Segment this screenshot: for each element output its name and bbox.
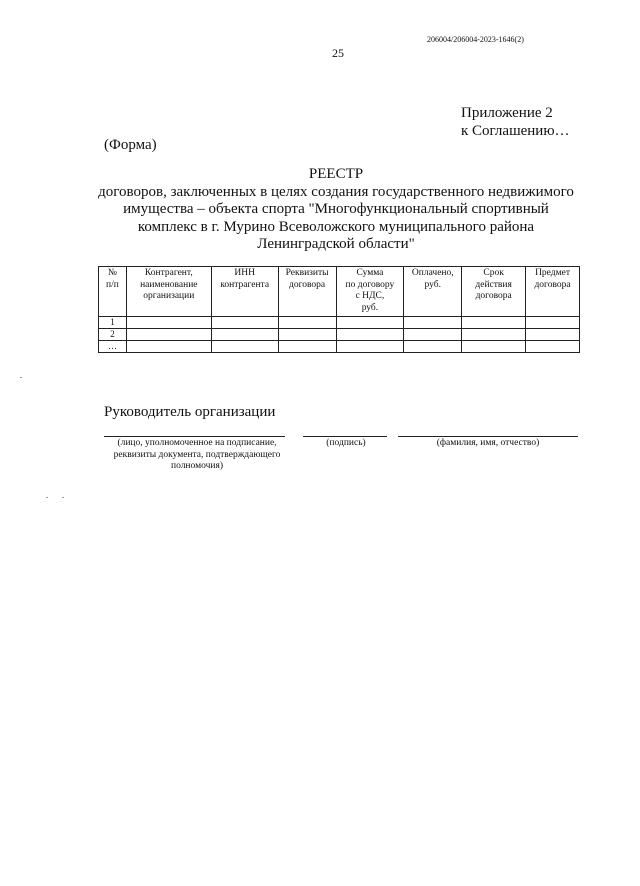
signatory-caption: (лицо, уполномоченное на подписание, реквизиты документа, подтверждающего полномочия) (113, 438, 281, 471)
column-header-inn: ИНН контрагента (211, 267, 278, 317)
form-label: (Форма) (104, 137, 157, 153)
title-line-3: имущества – объекта спорта "Многофункциональный спортивный (123, 201, 549, 217)
column-header-term: Срок действия договора (462, 267, 526, 317)
table-header-row (99, 267, 580, 317)
title-line-2: договоров, заключенных в целях создания государственного недвижимого (98, 183, 574, 200)
organization-head-label: Руководитель организации (104, 404, 276, 420)
signatory-line (104, 436, 285, 437)
title-line-1: РЕЕСТР (308, 166, 364, 182)
row-number: 1 (99, 317, 127, 329)
title-line-5: Ленинградской области" (257, 236, 415, 252)
appendix-reference (461, 104, 570, 140)
row-number: … (99, 341, 127, 353)
table-row (99, 329, 580, 341)
registry-table (98, 266, 580, 353)
signature-line (303, 436, 387, 437)
appendix-line-2: к Соглашению… (461, 123, 570, 139)
title-line-4: комплекс в г. Мурино Всеволожского муниципального района (137, 218, 535, 235)
document-number: 206004/206004-2023-1646(2) (427, 35, 524, 44)
column-header-paid: Оплачено, руб. (404, 267, 462, 317)
row-number: 2 (99, 329, 127, 341)
scan-speck (62, 497, 64, 498)
table-row (99, 341, 580, 353)
column-header-amount: Сумма по договору с НДС, руб. (336, 267, 404, 317)
table-row (99, 317, 580, 329)
full-name-line (398, 436, 578, 437)
full-name-caption: (фамилия, имя, отчество) (436, 438, 540, 448)
column-header-contract-details: Реквизиты договора (278, 267, 336, 317)
scan-speck (46, 497, 48, 498)
column-header-subject: Предмет договора (526, 267, 580, 317)
page-number: 25 (332, 46, 344, 60)
scan-speck (20, 377, 22, 378)
column-header-number: № п/п (99, 267, 127, 317)
column-header-counterparty: Контрагент, наименование организации (126, 267, 211, 317)
registry-title (96, 166, 576, 254)
signature-caption: (подпись) (326, 438, 366, 448)
appendix-line-1: Приложение 2 (461, 105, 553, 121)
